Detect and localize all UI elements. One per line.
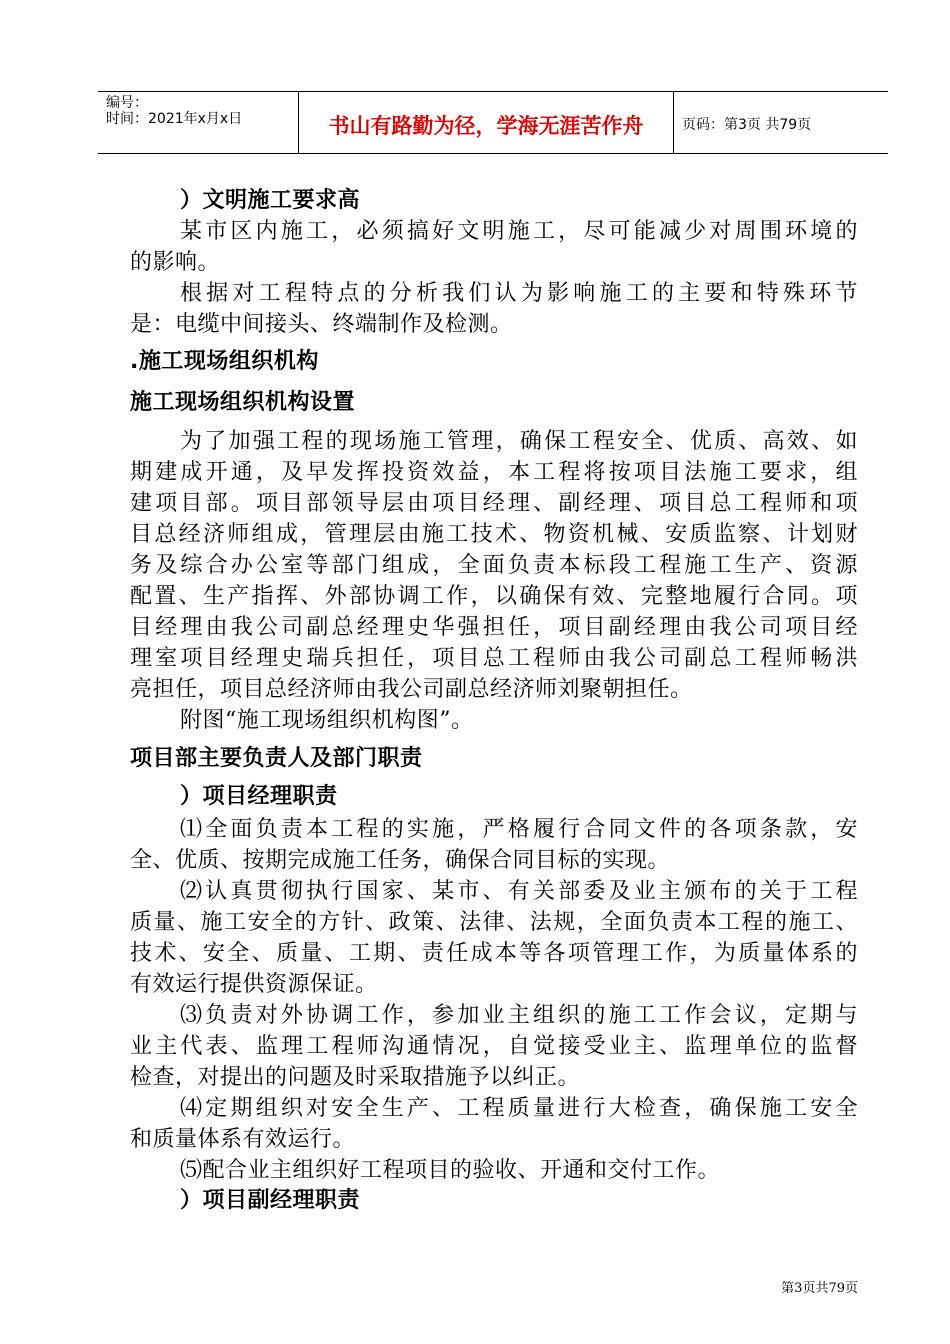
paragraph-line: ⑶负责对外协调工作，参加业主组织的施工工作会议，定期与 <box>180 1003 858 1028</box>
header-motto: 书山有路勤为径，学海无涯苦作舟 <box>328 114 644 138</box>
subheading-project-manager: ）项目经理职责 <box>180 784 338 809</box>
paragraph-line: 理室项目经理史瑞兵担任，项目总工程师由我公司副总工程师畅洪 <box>130 646 858 671</box>
header-page-info: 页码：第3页 共79页 <box>682 117 812 133</box>
paragraph-line: 检查，对提出的问题及时采取措施予以纠正。 <box>130 1065 581 1090</box>
document-date: 时间：2021年x月x日 <box>106 111 243 127</box>
paragraph-line: 附图“施工现场组织机构图”。 <box>180 708 474 733</box>
paragraph-line: ⑴全面负责本工程的实施，严格履行合同文件的各项条款，安 <box>180 817 858 842</box>
header-meta-cell <box>98 92 299 153</box>
paragraph-line: 某市区内施工，必须搞好文明施工，尽可能减少对周围环境的 <box>180 219 858 244</box>
paragraph-line: 期建成开通，及早发挥投资效益，本工程将按项目法施工要求，组 <box>130 460 858 485</box>
subheading-deputy-manager: ）项目副经理职责 <box>180 1188 361 1213</box>
paragraph-line: ⑸配合业主组织好工程项目的验收、开通和交付工作。 <box>180 1158 721 1183</box>
paragraph-line: 建项目部。项目部领导层由项目经理、副经理、项目总工程师和项 <box>130 491 858 516</box>
page-footer: 第3页共79页 <box>781 1281 858 1296</box>
document-number-label: 编号： <box>106 95 148 111</box>
paragraph-line: ⑵认真贯彻执行国家、某市、有关部委及业主颁布的关于工程 <box>180 879 858 904</box>
paragraph-line: 目总经济师组成，管理层由施工技术、物资机械、安质监察、计划财 <box>130 522 858 547</box>
paragraph-line: 是：电缆中间接头、终端制作及检测。 <box>130 312 513 337</box>
paragraph-line: 根据对工程特点的分析我们认为影响施工的主要和特殊环节 <box>180 281 858 306</box>
paragraph-line: 目经理由我公司副总经理史华强担任，项目副经理由我公司项目经 <box>130 615 858 640</box>
section-heading-organization-setup: 施工现场组织机构设置 <box>130 390 356 415</box>
paragraph-line: 全、优质、按期完成施工任务，确保合同目标的实现。 <box>130 848 671 873</box>
header-page-cell <box>674 92 888 153</box>
subheading-civilized-construction: ）文明施工要求高 <box>180 188 361 213</box>
paragraph-line: 为了加强工程的现场施工管理，确保工程安全、优质、高效、如 <box>180 429 858 454</box>
document-header <box>98 91 888 154</box>
paragraph-line: 亮担任，项目总经济师由我公司副总经济师刘聚朝担任。 <box>130 677 693 702</box>
paragraph-line: 务及综合办公室等部门组成，全面负责本标段工程施工生产、资源 <box>130 553 858 578</box>
paragraph-line: 业主代表、监理工程师沟通情况，自觉接受业主、监理单位的监督 <box>130 1034 858 1059</box>
header-motto-cell <box>299 92 674 153</box>
paragraph-line: ⑷定期组织对安全生产、工程质量进行大检查，确保施工安全 <box>180 1096 858 1121</box>
section-heading-responsibilities: 项目部主要负责人及部门职责 <box>130 746 423 771</box>
paragraph-line: 技术、安全、质量、工期、责任成本等各项管理工作，为质量体系的 <box>130 941 858 966</box>
paragraph-line: 质量、施工安全的方针、政策、法律、法规，全面负责本工程的施工、 <box>130 910 858 935</box>
paragraph-line: 的影响。 <box>130 250 221 275</box>
paragraph-line: 有效运行提供资源保证。 <box>130 972 378 997</box>
paragraph-line: 配置、生产指挥、外部协调工作，以确保有效、完整地履行合同。项 <box>130 584 858 609</box>
paragraph-line: 和质量体系有效运行。 <box>130 1127 356 1152</box>
section-heading-organization: .施工现场组织机构 <box>130 349 319 374</box>
